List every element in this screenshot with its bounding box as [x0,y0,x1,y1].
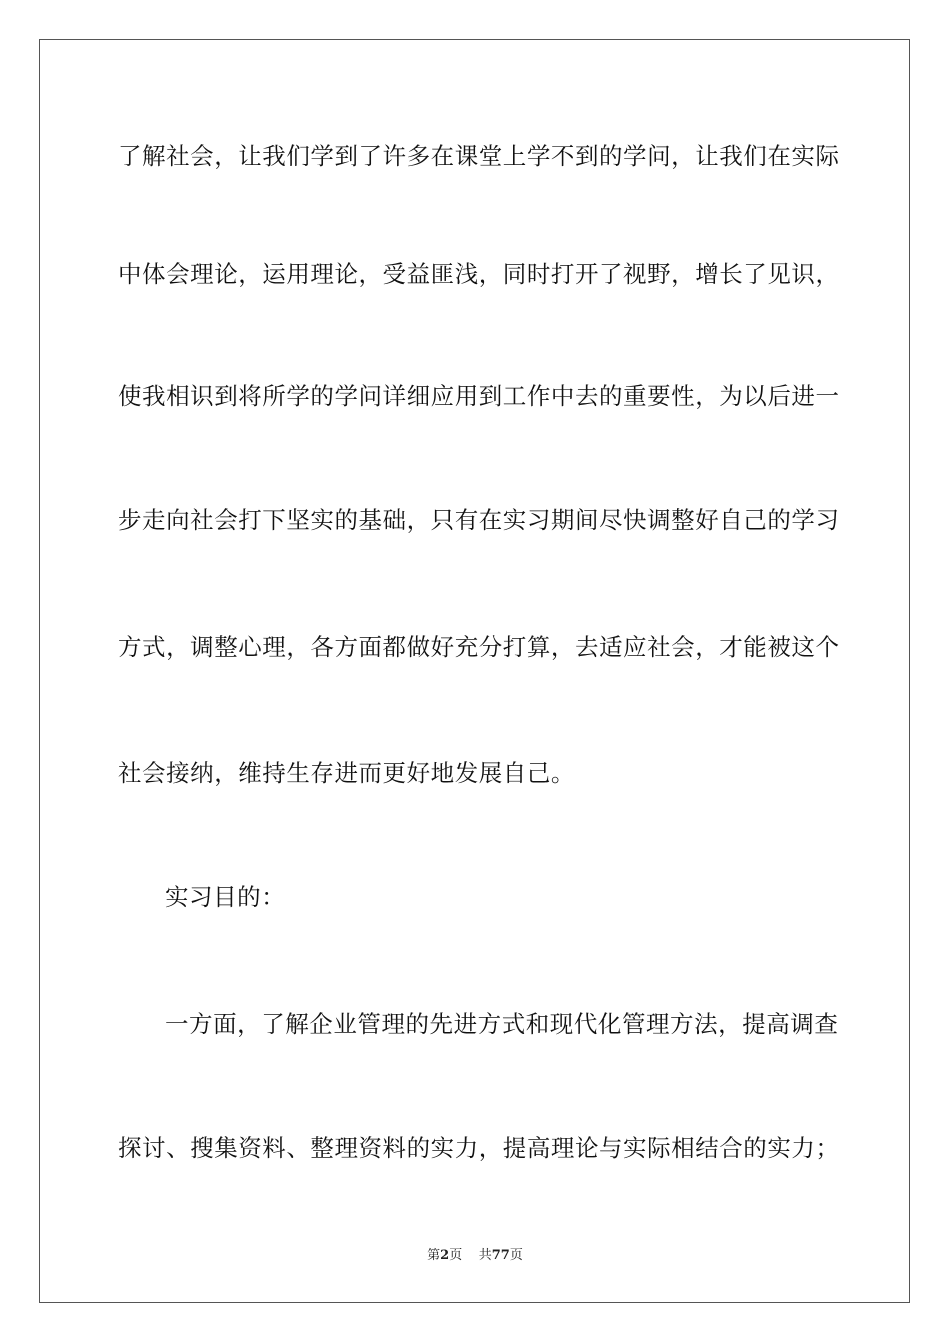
total-pages: 77 [491,1248,510,1263]
page-number: 2 [440,1248,450,1263]
body-text-line-2: 中体会理论，运用理论，受益匪浅，同时打开了视野，增长了见识， [118,260,840,288]
section-heading: 实习目的： [165,883,286,911]
page-frame [39,39,910,1303]
body-text-line-6: 社会接纳，维持生存进而更好地发展自己。 [118,759,575,787]
page-suffix: 页 [449,1248,463,1263]
page-prefix: 第 [427,1248,441,1263]
page-footer [0,1247,950,1265]
total-suffix: 页 [509,1248,523,1263]
total-prefix: 共 [478,1248,492,1263]
body-text-line-1: 了解社会，让我们学到了许多在课堂上学不到的学问，让我们在实际 [118,142,840,170]
body-text-line-8: 探讨、搜集资料、整理资料的实力，提高理论与实际相结合的实力； [118,1134,840,1162]
body-text-line-3: 使我相识到将所学的学问详细应用到工作中去的重要性，为以后进一 [118,382,840,410]
body-text-line-4: 步走向社会打下坚实的基础，只有在实习期间尽快调整好自己的学习 [118,506,840,534]
body-text-line-7: 一方面，了解企业管理的先进方式和现代化管理方法，提高调查 [165,1010,839,1038]
body-text-line-5: 方式，调整心理，各方面都做好充分打算，去适应社会，才能被这个 [118,633,840,661]
